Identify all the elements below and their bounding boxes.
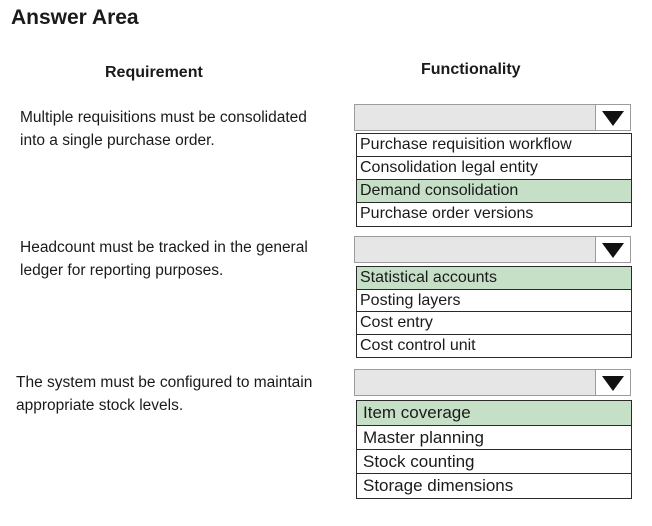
column-header-requirement: Requirement (105, 64, 203, 81)
dropdown-option-list (356, 133, 632, 227)
dropdown-option[interactable]: Cost entry (357, 312, 631, 335)
dropdown-option-list (356, 400, 632, 499)
dropdown-option[interactable]: Stock counting (357, 450, 631, 474)
dropdown-arrow-button[interactable] (595, 105, 630, 130)
dropdown-option-selected[interactable]: Demand consolidation (357, 180, 631, 203)
dropdown-select-bar[interactable] (354, 369, 631, 396)
dropdown-select-bar[interactable] (354, 236, 631, 263)
requirement-text-3: The system must be configured to maintain appropriate stock levels. (16, 374, 313, 414)
page-title: Answer Area (11, 6, 139, 29)
dropdown-option-list (356, 266, 632, 358)
dropdown-option[interactable]: Consolidation legal entity (357, 157, 631, 180)
dropdown-option-selected[interactable]: Item coverage (357, 401, 631, 426)
dropdown-option[interactable]: Posting layers (357, 290, 631, 312)
dropdown-option[interactable]: Purchase order versions (360, 205, 534, 222)
dropdown-arrow-button[interactable] (595, 370, 630, 395)
dropdown-option[interactable]: Purchase requisition workflow (357, 134, 631, 157)
functionality-dropdown-1[interactable] (354, 104, 633, 228)
triangle-down-icon (602, 243, 624, 258)
column-header-functionality: Functionality (421, 61, 521, 78)
functionality-dropdown-3[interactable] (354, 369, 633, 500)
dropdown-arrow-button[interactable] (595, 237, 630, 262)
dropdown-option-selected[interactable]: Statistical accounts (357, 267, 631, 290)
functionality-dropdown-2[interactable] (354, 236, 633, 360)
dropdown-option[interactable]: Cost control unit (360, 337, 476, 354)
dropdown-option[interactable]: Master planning (357, 426, 631, 450)
requirement-text-2: Headcount must be tracked in the general ledger for reporting purposes. (20, 239, 308, 279)
dropdown-select-bar[interactable] (354, 104, 631, 131)
requirement-text-1: Multiple requisitions must be consolidated into a single purchase order. (20, 109, 307, 149)
dropdown-option[interactable]: Storage dimensions (363, 476, 514, 495)
triangle-down-icon (602, 111, 624, 126)
triangle-down-icon (602, 376, 624, 391)
